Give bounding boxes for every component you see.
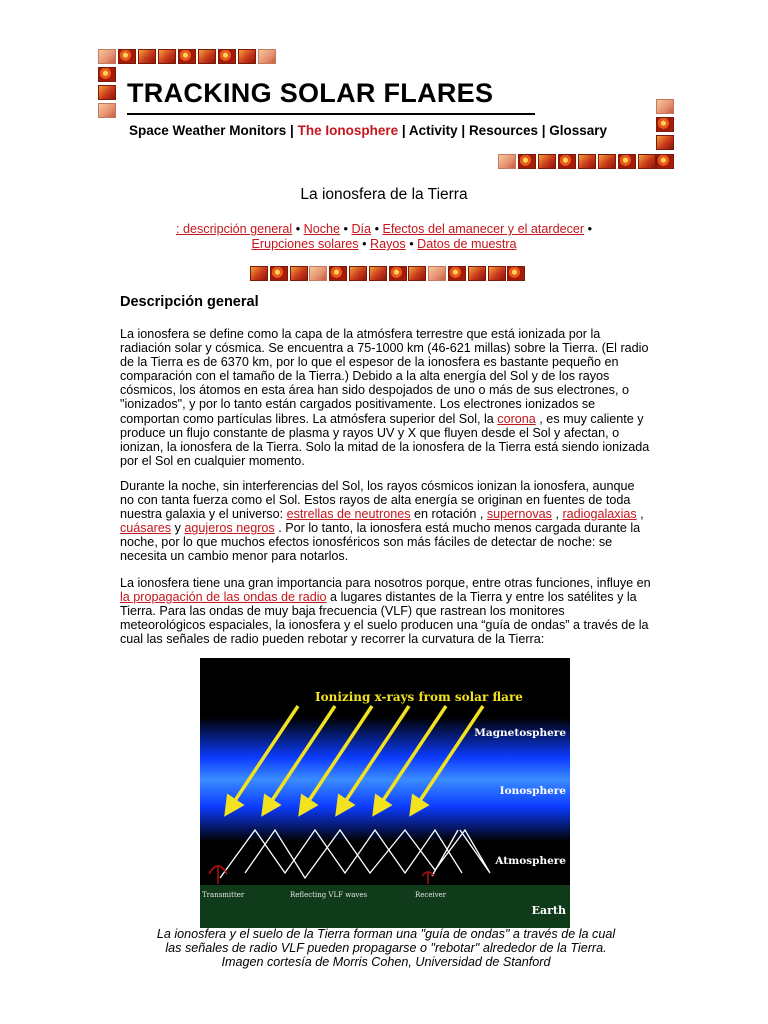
logo-tile [98,49,116,64]
logo-tile [638,154,656,169]
logo-tile [178,49,196,64]
logo-tile [618,154,636,169]
subnav-link-overview[interactable]: : descripción general [175,222,293,236]
logo-tile [656,154,674,169]
paragraph-text: y [171,521,185,536]
nav-the-ionosphere[interactable]: The Ionosphere [297,123,399,138]
divider-tile [349,266,367,281]
section-navigation [0,222,768,252]
layer-label-atmosphere: Atmosphere [495,855,566,867]
nav-activity[interactable]: Activity [408,123,458,138]
subnav-bullet: • [374,222,379,236]
figure-caption [120,927,652,969]
paragraph-importance [120,576,652,646]
paragraph-text: , es muy caliente y produce un flujo constante de plasma y rayos UV y X que fluyen desde el Sol y afectan, o ionizan, la ionosfera de la Tierra. Solo la mitad de la ionosfera de la Tierra está siendo ionizada por el Sol en cualquier momento. [120,411,650,468]
transmitter-label: Transmitter [202,891,245,899]
logo-tile [518,154,536,169]
link-quasars[interactable]: cuásares [120,521,172,536]
ionosphere-waveguide-diagram [200,658,570,928]
reflecting-waves-label: Reflecting VLF waves [290,891,368,899]
layer-label-magnetosphere: Magnetosphere [474,727,566,739]
layer-label-earth: Earth [531,904,566,917]
logo-tile [558,154,576,169]
logo-tile [656,117,674,132]
paragraph-night [120,479,652,564]
decorative-tile-divider [250,266,527,282]
diagram-top-label: Ionizing x-rays from solar flare [315,690,523,704]
paragraph-text: . Por lo tanto, la ionosfera está mucho menos cargada durante la noche, por lo que muchos efectos ionosféricos son más fáciles de detectar de noche: se necesita un cambio menor para notarlos. [120,521,641,564]
divider-tile [468,266,486,281]
paragraph-text: , [551,507,563,522]
logo-tile [158,49,176,64]
page-title: La ionosfera de la Tierra [300,186,468,203]
divider-tile [488,266,506,281]
subnav-bullet: • [587,222,593,236]
receiver-label: Receiver [415,891,447,899]
logo-tile [138,49,156,64]
link-black-holes[interactable]: agujeros negros [184,521,275,536]
site-title: TRACKING SOLAR FLARES [127,78,494,108]
divider-tile [270,266,288,281]
link-radio-propagation[interactable]: la propagación de las ondas de radio [120,590,327,605]
divider-tile [448,266,466,281]
caption-credit: Imagen cortesía de Morris Cohen, Universidad de Stanford [221,955,551,969]
title-divider [127,113,535,115]
link-supernovas[interactable]: supernovas [486,507,552,522]
logo-tile [656,135,674,150]
section-heading: Descripción general [120,294,259,310]
divider-tile [507,266,525,281]
divider-tile [428,266,446,281]
divider-tile [329,266,347,281]
link-neutron-stars[interactable]: estrellas de neutrones [286,507,411,522]
divider-tile [290,266,308,281]
subnav-link-solar-flares[interactable]: Erupciones solares [251,237,359,251]
nav-resources[interactable]: Resources [468,123,538,138]
logo-tile [98,103,116,118]
link-radio-galaxies[interactable]: radiogalaxias [562,507,637,522]
subnav-link-sample-data[interactable]: Datos de muestra [417,237,517,251]
logo-tile [656,99,674,114]
logo-tile [258,49,276,64]
subnav-link-day[interactable]: Día [351,222,372,236]
paragraph-text: La ionosfera se define como la capa de la atmósfera terrestre que está ionizada por la radiación solar y cósmica. Se encuentra a 75-1000 km (46-621 millas) sobre la Tierra. (El radio de la Tierra es de 6370 km, por lo que el espesor de la ionosfera es bastante pequeño en comparación con el tamaño de la Tierra.) Debido a la alta energía del Sol y de los rayos cósmicos, los átomos en esta área han sido despojados de uno o más de sus electrones, o "ionizados", y por lo tanto están cargados positivamente. Los electrones ionizados se comportan como partículas libres. La atmósfera superior del Sol, la [120,327,649,426]
subnav-bullet: • [362,237,367,251]
subnav-bullet: • [409,237,414,251]
nav-separator: | [537,123,550,138]
caption-line: las señales de radio VLF pueden propagarse o "rebotar" alrededor de la Tierra. [165,941,607,955]
paragraph-text: , [636,507,644,522]
logo-tile [98,85,116,100]
subnav-bullet: • [295,222,301,236]
divider-tile [250,266,268,281]
paragraph-text: La ionosfera tiene una gran importancia para nosotros porque, entre otras funciones, influye en [120,576,651,590]
logo-tile [198,49,216,64]
divider-tile [389,266,407,281]
diagram-svg [200,658,570,928]
top-navigation [129,123,607,138]
nav-space-weather-monitors[interactable]: Space Weather Monitors [129,123,287,138]
logo-tile [238,49,256,64]
paragraph-intro [120,327,652,468]
earth-ground [200,885,570,928]
nav-separator: | [398,123,409,138]
logo-tile [498,154,516,169]
paragraph-text: a lugares distantes de la Tierra y entre los satélites y la Tierra. Para las ondas de muy baja frecuencia (VLF) que rastrean los monitores meteorológicos espaciales, la ionosfera y el suelo producen una “guía de ondas” a través de la cual las señales de radio pueden rebotar y recorrer la curvatura de la Tierra: [120,590,649,647]
divider-tile [309,266,327,281]
link-corona[interactable]: corona [497,411,536,426]
subnav-link-night[interactable]: Noche [303,222,341,236]
logo-tile [218,49,236,64]
logo-tile [538,154,556,169]
paragraph-text: en rotación , [410,507,487,522]
nav-separator: | [457,123,469,138]
logo-tile [98,67,116,82]
divider-tile [408,266,426,281]
subnav-bullet: • [343,222,348,236]
caption-line: La ionosfera y el suelo de la Tierra forman una "guía de ondas" a través de la cual [156,927,616,941]
logo-tile [578,154,596,169]
subnav-link-sunrise-sunset[interactable]: Efectos del amanecer y el atardecer [382,222,585,236]
nav-glossary[interactable]: Glossary [549,123,608,138]
subnav-link-lightning[interactable]: Rayos [370,237,406,251]
paragraph-text: Durante la noche, sin interferencias del Sol, los rayos cósmicos ionizan la ionosfera, aunque no con tanta fuerza como el Sol. Estos rayos de alta energía se originan en fuentes de toda nuestra galaxia y el universo: [120,479,635,522]
logo-tile [598,154,616,169]
nav-separator: | [286,123,298,138]
divider-tile [369,266,387,281]
layer-label-ionosphere: Ionosphere [499,785,566,797]
logo-tile [118,49,136,64]
